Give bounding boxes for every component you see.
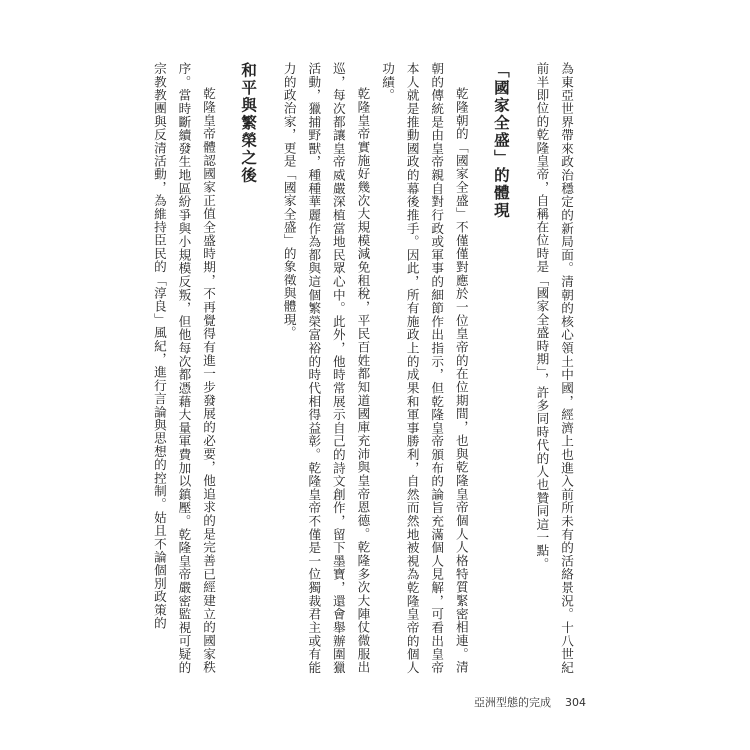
paragraph-3: 乾隆皇帝體認國家正值全盛時期，不再覺得有進一步發展的必要，他追求的是完善已經建立的國家秩序。當時斷續發生地區紛爭與小規模反叛，但他每次都憑藉大量軍費加以鎮壓。乾隆皇帝嚴密監視可疑的宗教教團與反清活動，為維持臣民的「淳良」風紀，進行言論與思想的控制。姑且不論個別政策的 [151, 62, 217, 674]
paragraph-2: 乾隆皇帝實施好幾次大規模減免租稅，平民百姓都知道國庫充沛與皇帝恩德。乾隆多次大陣仗微服出巡，每次都讓皇帝威嚴深植當地民眾心中。此外，他時常展示自己的詩文創作，留下墨寶，還會舉辦圍獵活動，獵捕野獸，種種華麗作為都與這個繁榮富裕的時代相得益彰。乾隆皇帝不僅是一位獨裁君主或有能力的政治家，更是「國家全盛」的象徵與體現。 [281, 62, 371, 674]
section-heading-national-prosperity: 「國家全盛」的體現 [491, 62, 510, 220]
running-title: 亞洲型態的完成 [474, 696, 551, 709]
page-footer [474, 694, 586, 710]
paragraph-intro: 為東亞世界帶來政治穩定的新局面。清朝的核心領土中國，經濟上也進入前所未有的活絡景況。十八世紀前半即位的乾隆皇帝，自稱在位時是「國家全盛時期」，許多同時代的人也贊同這一點。 [534, 62, 574, 674]
main-text-column [151, 62, 578, 674]
page-number: 304 [565, 696, 586, 709]
paragraph-1: 乾隆朝的「國家全盛」不僅僅對應於一位皇帝的在位期間，也與乾隆皇帝個人人格特質緊密相連。清朝的傳統是由皇帝親自對行政或軍事的細節作出指示，但乾隆皇帝頒布的論旨充滿個人見解，可看出皇帝本人就是推動國政的幕後推手。因此，所有施政上的成果和軍事勝利，自然而然地被視為乾隆皇帝的個人功績。 [380, 62, 469, 674]
section-heading-after-peace: 和平與繁榮之後 [239, 62, 258, 185]
